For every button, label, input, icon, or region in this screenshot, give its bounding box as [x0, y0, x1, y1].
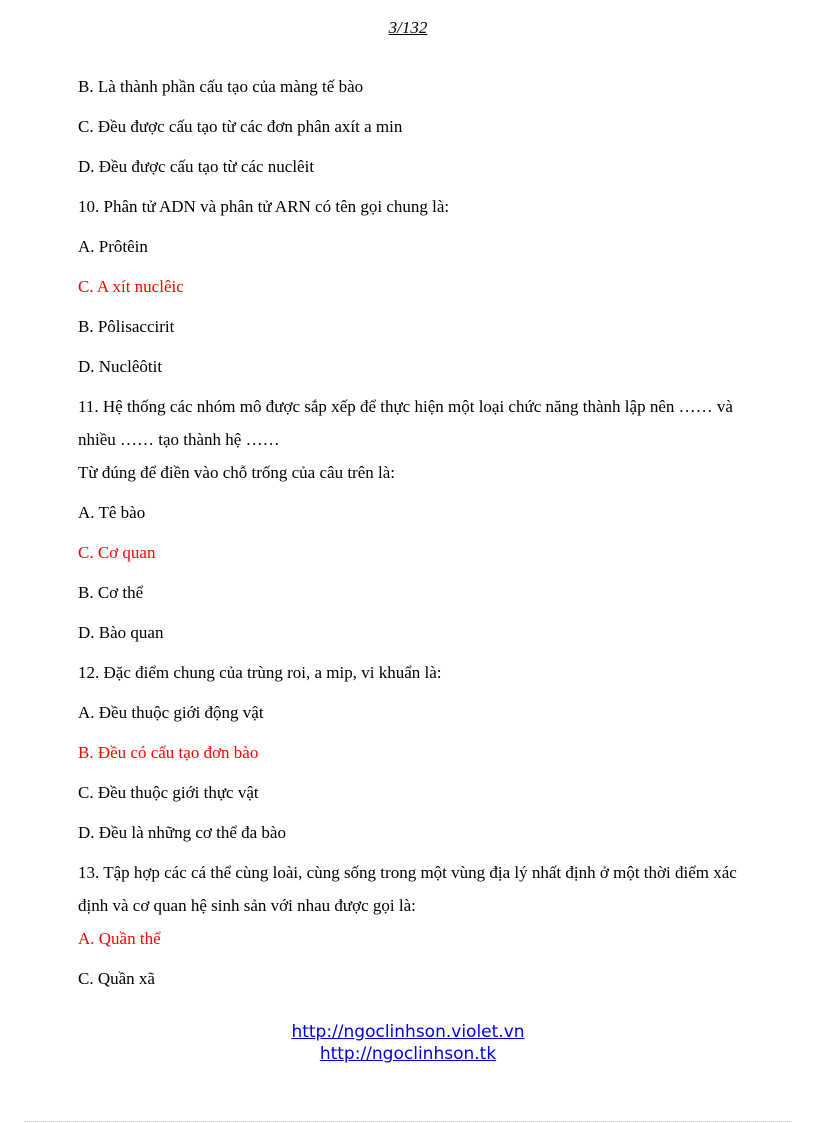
question-line: 11. Hệ thống các nhóm mô được sắp xếp để thực hiện một loại chức năng thành lập nên …… và nhiều …… tạo thành hệ ……: [78, 397, 733, 449]
instruction-line: Từ đúng để điền vào chỗ trống của câu trên là:: [78, 463, 395, 482]
document-body: [78, 76, 738, 1008]
option-line: B. Cơ thể: [78, 583, 144, 602]
option-line: B. Là thành phần cấu tạo của màng tế bào: [78, 77, 364, 96]
page-number: 3/132: [388, 18, 428, 37]
question-line: 13. Tập hợp các cá thể cùng loài, cùng sống trong một vùng địa lý nhất định ở một thời điểm xác định và cơ quan hệ sinh sản với nhau được gọi là:: [78, 863, 737, 915]
answer-line: B. Đều có cấu tạo đơn bào: [78, 743, 259, 762]
footer-links: [0, 1021, 816, 1065]
option-line: B. Pôlisaccirit: [78, 317, 175, 336]
option-line: C. Đều thuộc giới thực vật: [78, 783, 259, 802]
answer-line: C. Cơ quan: [78, 543, 156, 562]
website-link-violet[interactable]: http://ngoclinhson.violet.vn: [291, 1022, 525, 1042]
option-line: C. Quần xã: [78, 969, 155, 988]
answer-line: A. Quần thể: [78, 929, 161, 948]
option-line: D. Bào quan: [78, 623, 164, 642]
website-link-tk[interactable]: http://ngoclinhson.tk: [319, 1044, 497, 1064]
answer-line: C. A xít nuclêic: [78, 277, 184, 296]
option-line: D. Đều là những cơ thể đa bào: [78, 823, 286, 842]
option-line: D. Đều được cấu tạo từ các nuclêit: [78, 157, 315, 176]
option-line: A. Tê bào: [78, 503, 146, 522]
page-divider: [24, 1121, 792, 1122]
option-line: C. Đều được cấu tạo từ các đơn phân axít a min: [78, 117, 403, 136]
option-line: A. Prôtêin: [78, 237, 148, 256]
option-line: D. Nuclêôtit: [78, 357, 163, 376]
question-line: 12. Đặc điểm chung của trùng roi, a mip, vi khuẩn là:: [78, 663, 442, 682]
option-line: A. Đều thuộc giới động vật: [78, 703, 264, 722]
question-line: 10. Phân tử ADN và phân tử ARN có tên gọi chung là:: [78, 197, 450, 216]
